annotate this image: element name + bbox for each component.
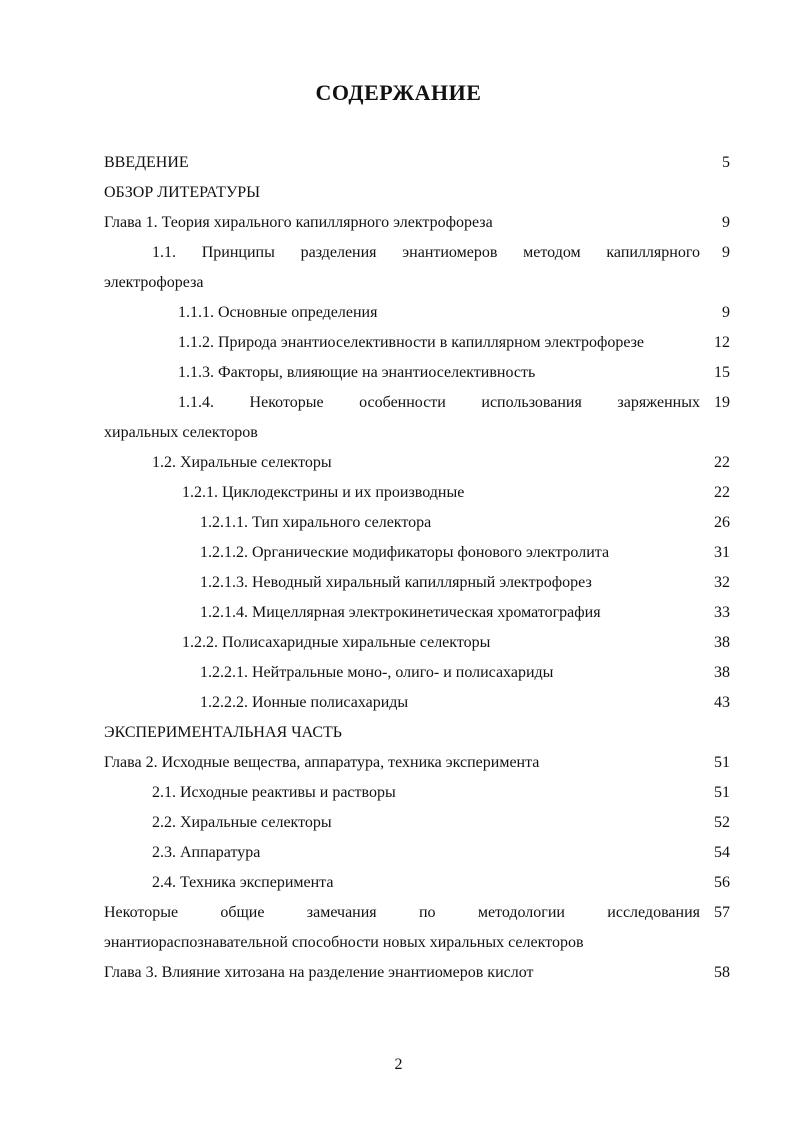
toc-entry (104, 478, 730, 508)
toc-entry (104, 208, 730, 238)
toc-entry (104, 298, 730, 328)
toc-entry-text: Глава 1. Теория хирального капиллярного электрофореза (104, 214, 493, 231)
toc-entry-text: 1.1.2. Природа энантиоселективности в капиллярном электрофорезе (178, 334, 645, 351)
toc-entry-continuation: энантиораспознавательной способности новых хиральных селекторов (104, 934, 584, 951)
toc-entry-page: 15 (714, 364, 730, 381)
toc-entry-page: 12 (714, 334, 730, 351)
toc-entry-text: ВВЕДЕНИЕ (104, 154, 189, 171)
toc-entry-text: 1.2.2.2. Ионные полисахариды (200, 694, 409, 711)
toc-entry-text: 2.2. Хиральные селекторы (152, 814, 332, 831)
toc-entry (104, 898, 730, 958)
toc-entry-text: 1.2.1.1. Тип хирального селектора (200, 514, 432, 531)
toc-entry-text: 1.2.1.2. Органические модификаторы фонового электролита (200, 544, 610, 561)
toc-entry-page: 9 (722, 244, 730, 261)
toc-entry (104, 838, 730, 868)
toc-entry-text: 1.2.1.4. Мицеллярная электрокинетическая хроматография (200, 604, 601, 621)
toc-entry-page: 56 (714, 874, 730, 891)
page-number: 2 (394, 1056, 403, 1073)
toc-entry (104, 778, 730, 808)
toc-entry (104, 148, 730, 178)
toc-entry-page: 38 (714, 634, 730, 651)
toc-entry-text: ЭКСПЕРИМЕНТАЛЬНАЯ ЧАСТЬ (104, 724, 342, 741)
toc-entry-text: 1.1. Принципы разделения энантиомеров методом капиллярного (152, 244, 700, 261)
toc-entry-text: 1.2.1. Циклодекстрины и их производные (182, 484, 465, 501)
toc-entry (104, 538, 730, 568)
page-title: СОДЕРЖАНИЕ (315, 80, 482, 105)
toc-entry-page: 26 (714, 514, 730, 531)
toc-entry (104, 958, 730, 988)
toc-entry (104, 628, 730, 658)
toc-entry-page: 22 (714, 454, 730, 471)
toc-entry-text: 1.2. Хиральные селекторы (152, 454, 332, 471)
toc-entry (104, 448, 730, 478)
toc-entry-page: 5 (722, 154, 730, 171)
toc-entry (104, 868, 730, 898)
toc-entry-text: 2.1. Исходные реактивы и растворы (152, 784, 396, 801)
toc-entry-page: 57 (714, 904, 730, 921)
toc-entry-text: Некоторые общие замечания по методологии исследования (104, 904, 700, 921)
toc-entry (104, 238, 730, 298)
toc-entry (104, 568, 730, 598)
toc-entry-text: 2.4. Техника эксперимента (152, 874, 334, 891)
toc-entry-text: 1.2.1.3. Неводный хиральный капиллярный электрофорез (200, 574, 592, 591)
toc-entry (104, 388, 730, 448)
toc-entry-page: 9 (722, 304, 730, 321)
toc-entry-continuation: электрофореза (104, 274, 204, 291)
toc-entry-text: 2.3. Аппаратура (152, 844, 261, 861)
toc-entry-text: 1.2.2. Полисахаридные хиральные селекторы (182, 634, 491, 651)
toc-entry (104, 658, 730, 688)
toc-entry-text: 1.1.4. Некоторые особенности использования заряженных (178, 394, 700, 411)
toc-entry-page: 52 (714, 814, 730, 831)
toc-entry (104, 358, 730, 388)
toc-entry-text: Глава 3. Влияние хитозана на разделение энантиомеров кислот (104, 964, 534, 981)
toc-entry-page: 33 (714, 604, 730, 621)
toc-entry-text: 1.2.2.1. Нейтральные моно-, олиго- и полисахариды (200, 664, 554, 681)
toc-entry-page: 31 (714, 544, 730, 561)
toc-entry-text: 1.1.1. Основные определения (178, 304, 378, 321)
toc-entry (104, 688, 730, 718)
toc-entry-page (700, 718, 730, 748)
toc-entry-page: 32 (714, 574, 730, 591)
toc-entry (104, 328, 730, 358)
toc-entry-page: 51 (714, 784, 730, 801)
toc-entry-page (700, 178, 730, 208)
toc-entry-page: 9 (722, 214, 730, 231)
toc-entry (104, 718, 730, 748)
toc-entry-page: 43 (714, 694, 730, 711)
toc-entry (104, 178, 730, 208)
toc-entry (104, 508, 730, 538)
toc-entry-page: 54 (714, 844, 730, 861)
toc-entry (104, 748, 730, 778)
toc-entry-text: ОБЗОР ЛИТЕРАТУРЫ (104, 184, 261, 201)
toc-entry-page: 22 (714, 484, 730, 501)
table-of-contents (104, 148, 730, 988)
toc-entry (104, 808, 730, 838)
toc-entry-page: 38 (714, 664, 730, 681)
toc-entry-page: 58 (714, 964, 730, 981)
toc-entry-continuation: хиральных селекторов (104, 424, 258, 441)
toc-entry-page: 51 (714, 754, 730, 771)
toc-entry-page: 19 (714, 394, 730, 411)
toc-entry-text: 1.1.3. Факторы, влияющие на энантиоселективность (178, 364, 536, 381)
toc-entry (104, 598, 730, 628)
toc-entry-text: Глава 2. Исходные вещества, аппаратура, техника эксперимента (104, 754, 540, 771)
